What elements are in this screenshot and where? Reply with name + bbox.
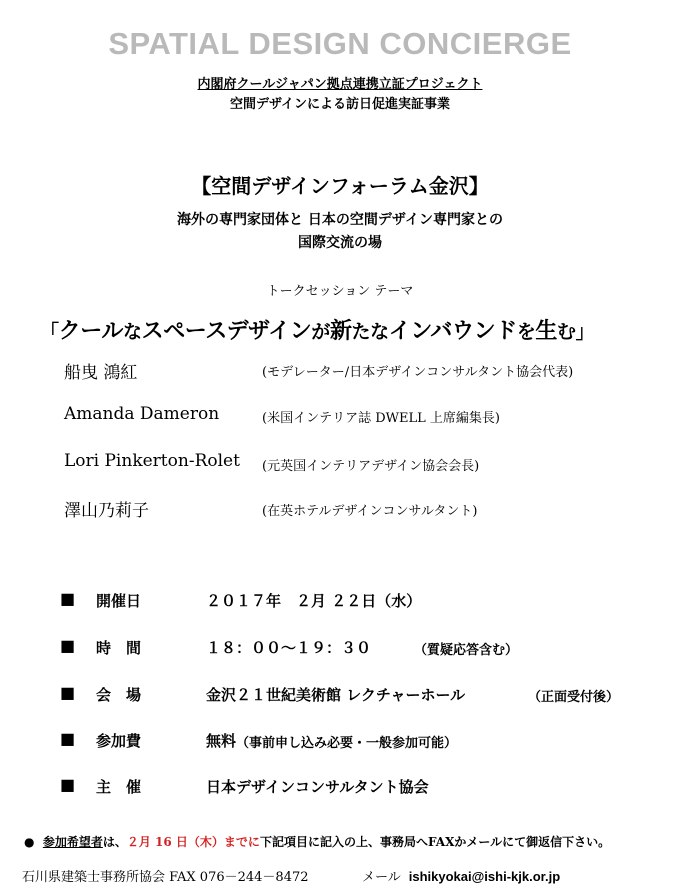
- venue-note: （正面受付後）: [528, 690, 620, 705]
- theme-word-inbound: インバウンド: [388, 318, 517, 344]
- fee-label: 参加費: [96, 732, 142, 750]
- theme-word-new: 新: [329, 318, 352, 344]
- theme-particle: を: [516, 321, 536, 343]
- venue-value: 金沢２１世紀美術館 レクチャーホール: [206, 686, 466, 704]
- panelist-role: (在英ホテルデザインコンサルタント): [262, 504, 478, 519]
- theme-open-bracket: 「: [40, 321, 59, 343]
- mail-address-link[interactable]: ishikyokai@ishi-kjk.or.jp: [408, 869, 561, 884]
- panelist-name: Lori Pinkerton-Rolet: [64, 451, 240, 471]
- bullet-square-icon: ■: [60, 589, 76, 608]
- bullet-square-icon: ■: [60, 775, 76, 794]
- theme-particle: な: [122, 321, 142, 343]
- time-note: （質疑応答含む）: [414, 643, 519, 658]
- forum-description-line2: 国際交流の場: [298, 235, 382, 251]
- talk-theme: [40, 314, 594, 345]
- theme-close-bracket: 」: [575, 321, 595, 343]
- theme-particle: が: [311, 321, 330, 343]
- talk-theme-label: トークセッション テーマ: [266, 284, 414, 299]
- footer-organization-fax: 石川県建築士事務所協会 FAX 076－244－8472: [22, 870, 309, 885]
- theme-particle: たな: [351, 321, 389, 343]
- project-subtitle: 空間デザインによる訪日促進実証事業: [229, 97, 451, 112]
- panelist-role: (米国インテリア誌 DWELL 上席編集長): [262, 411, 500, 426]
- fee-value: 無料: [206, 732, 237, 750]
- organizer-label: 主 催: [96, 778, 142, 796]
- brand-title: SPATIAL DESIGN CONCIERGE: [108, 26, 572, 61]
- bullet-square-icon: ■: [60, 683, 76, 702]
- venue-label: 会 場: [96, 686, 142, 704]
- time-value: １８：００～１９：３０: [206, 639, 372, 657]
- panelist-name: 澤山乃莉子: [64, 501, 149, 521]
- panelist-role: (モデレーター/日本デザインコンサルタント協会代表): [262, 365, 574, 380]
- panelist-name: 船曳 鴻紅: [64, 363, 138, 383]
- notice-text: は、: [102, 835, 127, 849]
- bullet-square-icon: ■: [60, 729, 76, 748]
- bullet-square-icon: ■: [60, 636, 76, 655]
- notice-deadline: ２月 16 日（木）までに: [126, 835, 260, 849]
- bullet-circle-icon: ●: [24, 835, 35, 849]
- notice-text: 下記項目に記入の上、事務局へFAXかメールにて御返信下さい。: [259, 835, 611, 849]
- notice-lead: 参加希望者: [42, 835, 103, 849]
- organizer-value: 日本デザインコンサルタント協会: [206, 778, 429, 796]
- mail-label: メール: [362, 870, 401, 885]
- participation-notice: [24, 833, 610, 850]
- forum-title: 【空間デザインフォーラム金沢】: [191, 174, 489, 198]
- theme-word-space-design: スペースデザイン: [141, 318, 312, 344]
- theme-particle: む: [557, 321, 576, 343]
- date-label: 開催日: [96, 592, 142, 610]
- panelist-name: Amanda Dameron: [64, 404, 220, 424]
- project-title: 内閣府クールジャパン拠点連携立証プロジェクト: [197, 77, 483, 92]
- forum-description-line1: 海外の専門家団体と 日本の空間デザイン専門家との: [177, 212, 503, 228]
- date-value: ２０１７年 ２月 ２２日（水）: [206, 592, 422, 610]
- theme-word-cool: クール: [58, 318, 123, 344]
- time-label: 時 間: [96, 639, 142, 657]
- footer-mail: [362, 866, 560, 885]
- fee-note: （事前申し込み必要・一般参加可能）: [236, 736, 458, 751]
- theme-word-create: 生: [535, 318, 558, 344]
- panelist-role: (元英国インテリアデザイン協会会長): [262, 459, 480, 474]
